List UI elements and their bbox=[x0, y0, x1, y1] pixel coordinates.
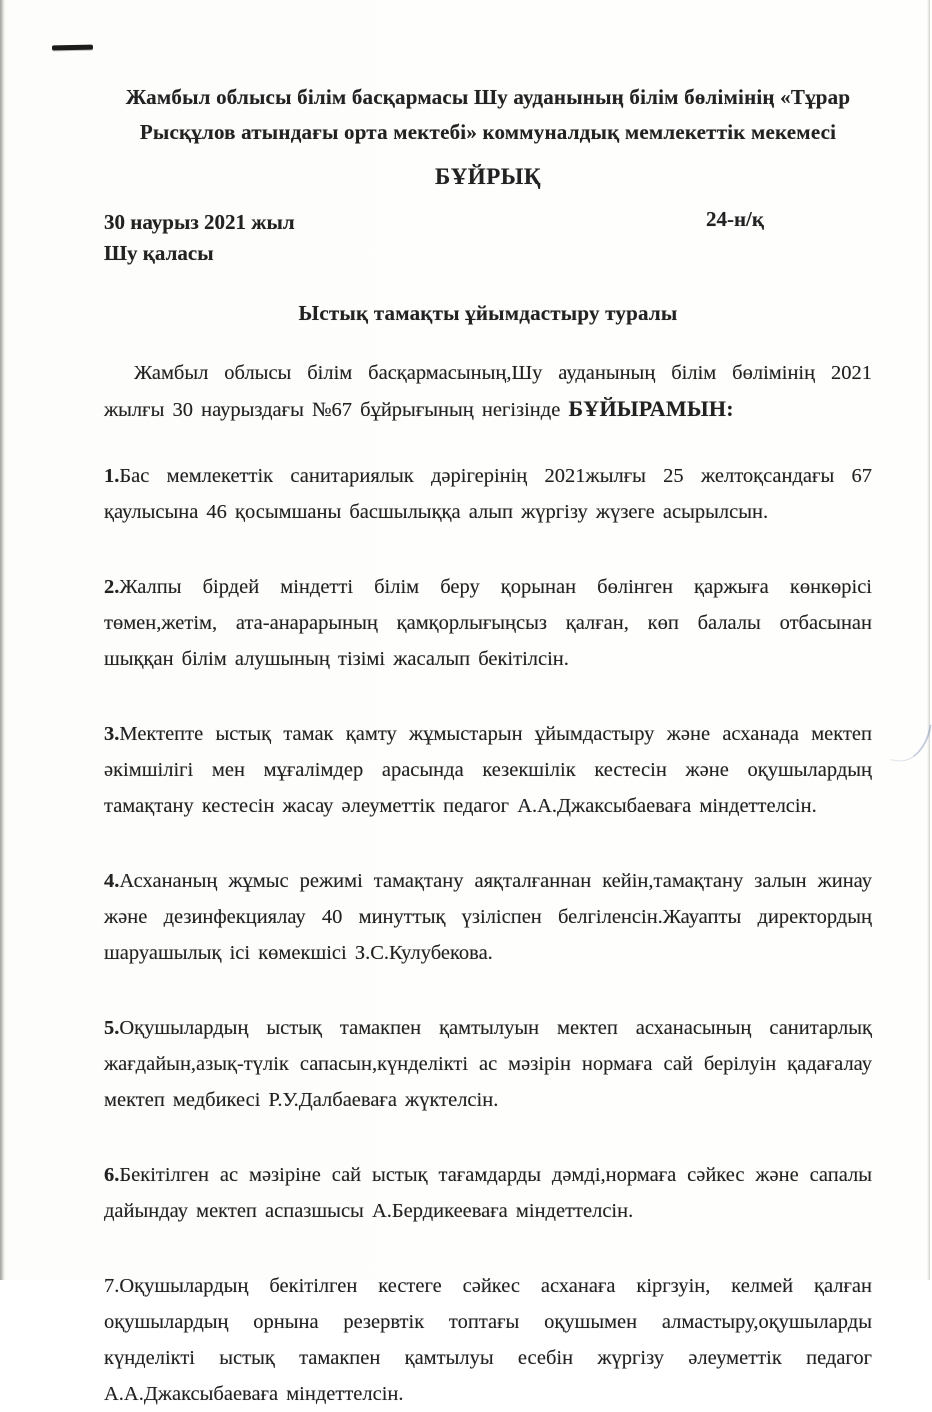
item-number: 2. bbox=[104, 576, 120, 598]
item-number: 6. bbox=[104, 1164, 120, 1186]
document-type-heading: БҰЙРЫҚ bbox=[434, 164, 542, 189]
order-item-6 bbox=[104, 1157, 872, 1229]
order-preamble bbox=[104, 356, 872, 428]
order-item-3 bbox=[104, 716, 872, 824]
item-text: Мектепте ыстық тамак қамту жұмыстарын ұйымдастыру және асханада мектеп әкімшілігі мен мұғалімдер арасында кезекшілік кестесін және оқушылардың тамақтану кестесін жасау әлеуметтік педагог А.А.Джаксыбаеваға міндеттелсін. bbox=[104, 723, 872, 817]
item-text: Оқушылардың ыстық тамакпен қамтылуын мектеп асханасының санитарлық жағдайын,азық-түлік сапасын,күнделікті ас мәзірін нормаға сай берілуін қадағалау мектеп медбикесі Р.У.Далбаеваға жүктелсін. bbox=[104, 1017, 872, 1111]
item-number: 4. bbox=[104, 870, 120, 892]
item-text: Жалпы бірдей міндетті білім беру қорынан бөлінген қаржыға көнкөрісі төмен,жетім, ата-анарарының қамқорлығыңсыз қалған, көп балалы отбасынан шыққан білім алушының тізімі жасалып бекітілсін. bbox=[104, 576, 872, 670]
city-label: Шу қаласы bbox=[104, 241, 214, 265]
item-number: 7. bbox=[104, 1275, 120, 1297]
item-text: Асхананың жұмыс режимі тамақтану аяқталғаннан кейін,тамақтану залын жинау және дезинфекциялау 40 минуттық үзіліспен белгіленсін.Жауапты директордың шаруашылық ісі көмекшісі З.С.Кулубекова. bbox=[104, 870, 872, 964]
order-date: 30 наурыз 2021 жыл bbox=[104, 210, 295, 234]
order-items bbox=[104, 458, 872, 1412]
order-verb-emphasis: БҰЙЫРАМЫН: bbox=[568, 396, 734, 421]
item-number: 5. bbox=[104, 1017, 120, 1039]
date-number-row bbox=[104, 206, 872, 238]
order-item-7 bbox=[104, 1268, 872, 1412]
item-text: Бекітілген ас мәзіріне сай ыстық тағамдарды дәмді,нормаға сәйкес және сапалы дайындау мектеп аспазшысы А.Бердикееваға міндеттелсін. bbox=[104, 1164, 872, 1222]
order-item-5 bbox=[104, 1010, 872, 1118]
item-number: 1. bbox=[104, 465, 120, 487]
item-number: 3. bbox=[104, 723, 120, 745]
order-item-1 bbox=[104, 458, 872, 530]
order-subject: Ыстық тамақты ұйымдастыру туралы bbox=[298, 301, 678, 325]
preamble-text: Жамбыл облысы білім басқармасының,Шу ауданының білім бөлімінің 2021 жылғы 30 наурыздағы №67 бұйрығының негізінде bbox=[104, 362, 872, 421]
order-item-2 bbox=[104, 569, 872, 677]
item-text: Бас мемлекеттік санитариялык дәрігерінің 2021жылғы 25 желтоқсандағы 67 қаулысына 46 қосымшаны басшылыққа алып жүргізу жүзеге асырылсын. bbox=[104, 465, 872, 523]
order-item-4 bbox=[104, 863, 872, 971]
item-text: Оқушылардың бекітілген кестеге сәйкес асханаға кіргзуін, келмей қалған оқушылардың орнына резервтік топтағы оқушымен алмастыру,оқушыларды күнделікті ыстық тамакпен қамтылуы есебін жүргізу әлеуметтік педагог А.А.Джаксыбаеваға міндеттелсін. bbox=[104, 1275, 872, 1405]
order-number: 24-н/қ bbox=[705, 207, 764, 231]
organization-title: Жамбыл облысы білім басқармасы Шу ауданының білім бөлімінің «Тұрар Рысқұлов атындағы орта мектебі» коммуналдық мемлекеттік мекемесі bbox=[125, 85, 851, 144]
